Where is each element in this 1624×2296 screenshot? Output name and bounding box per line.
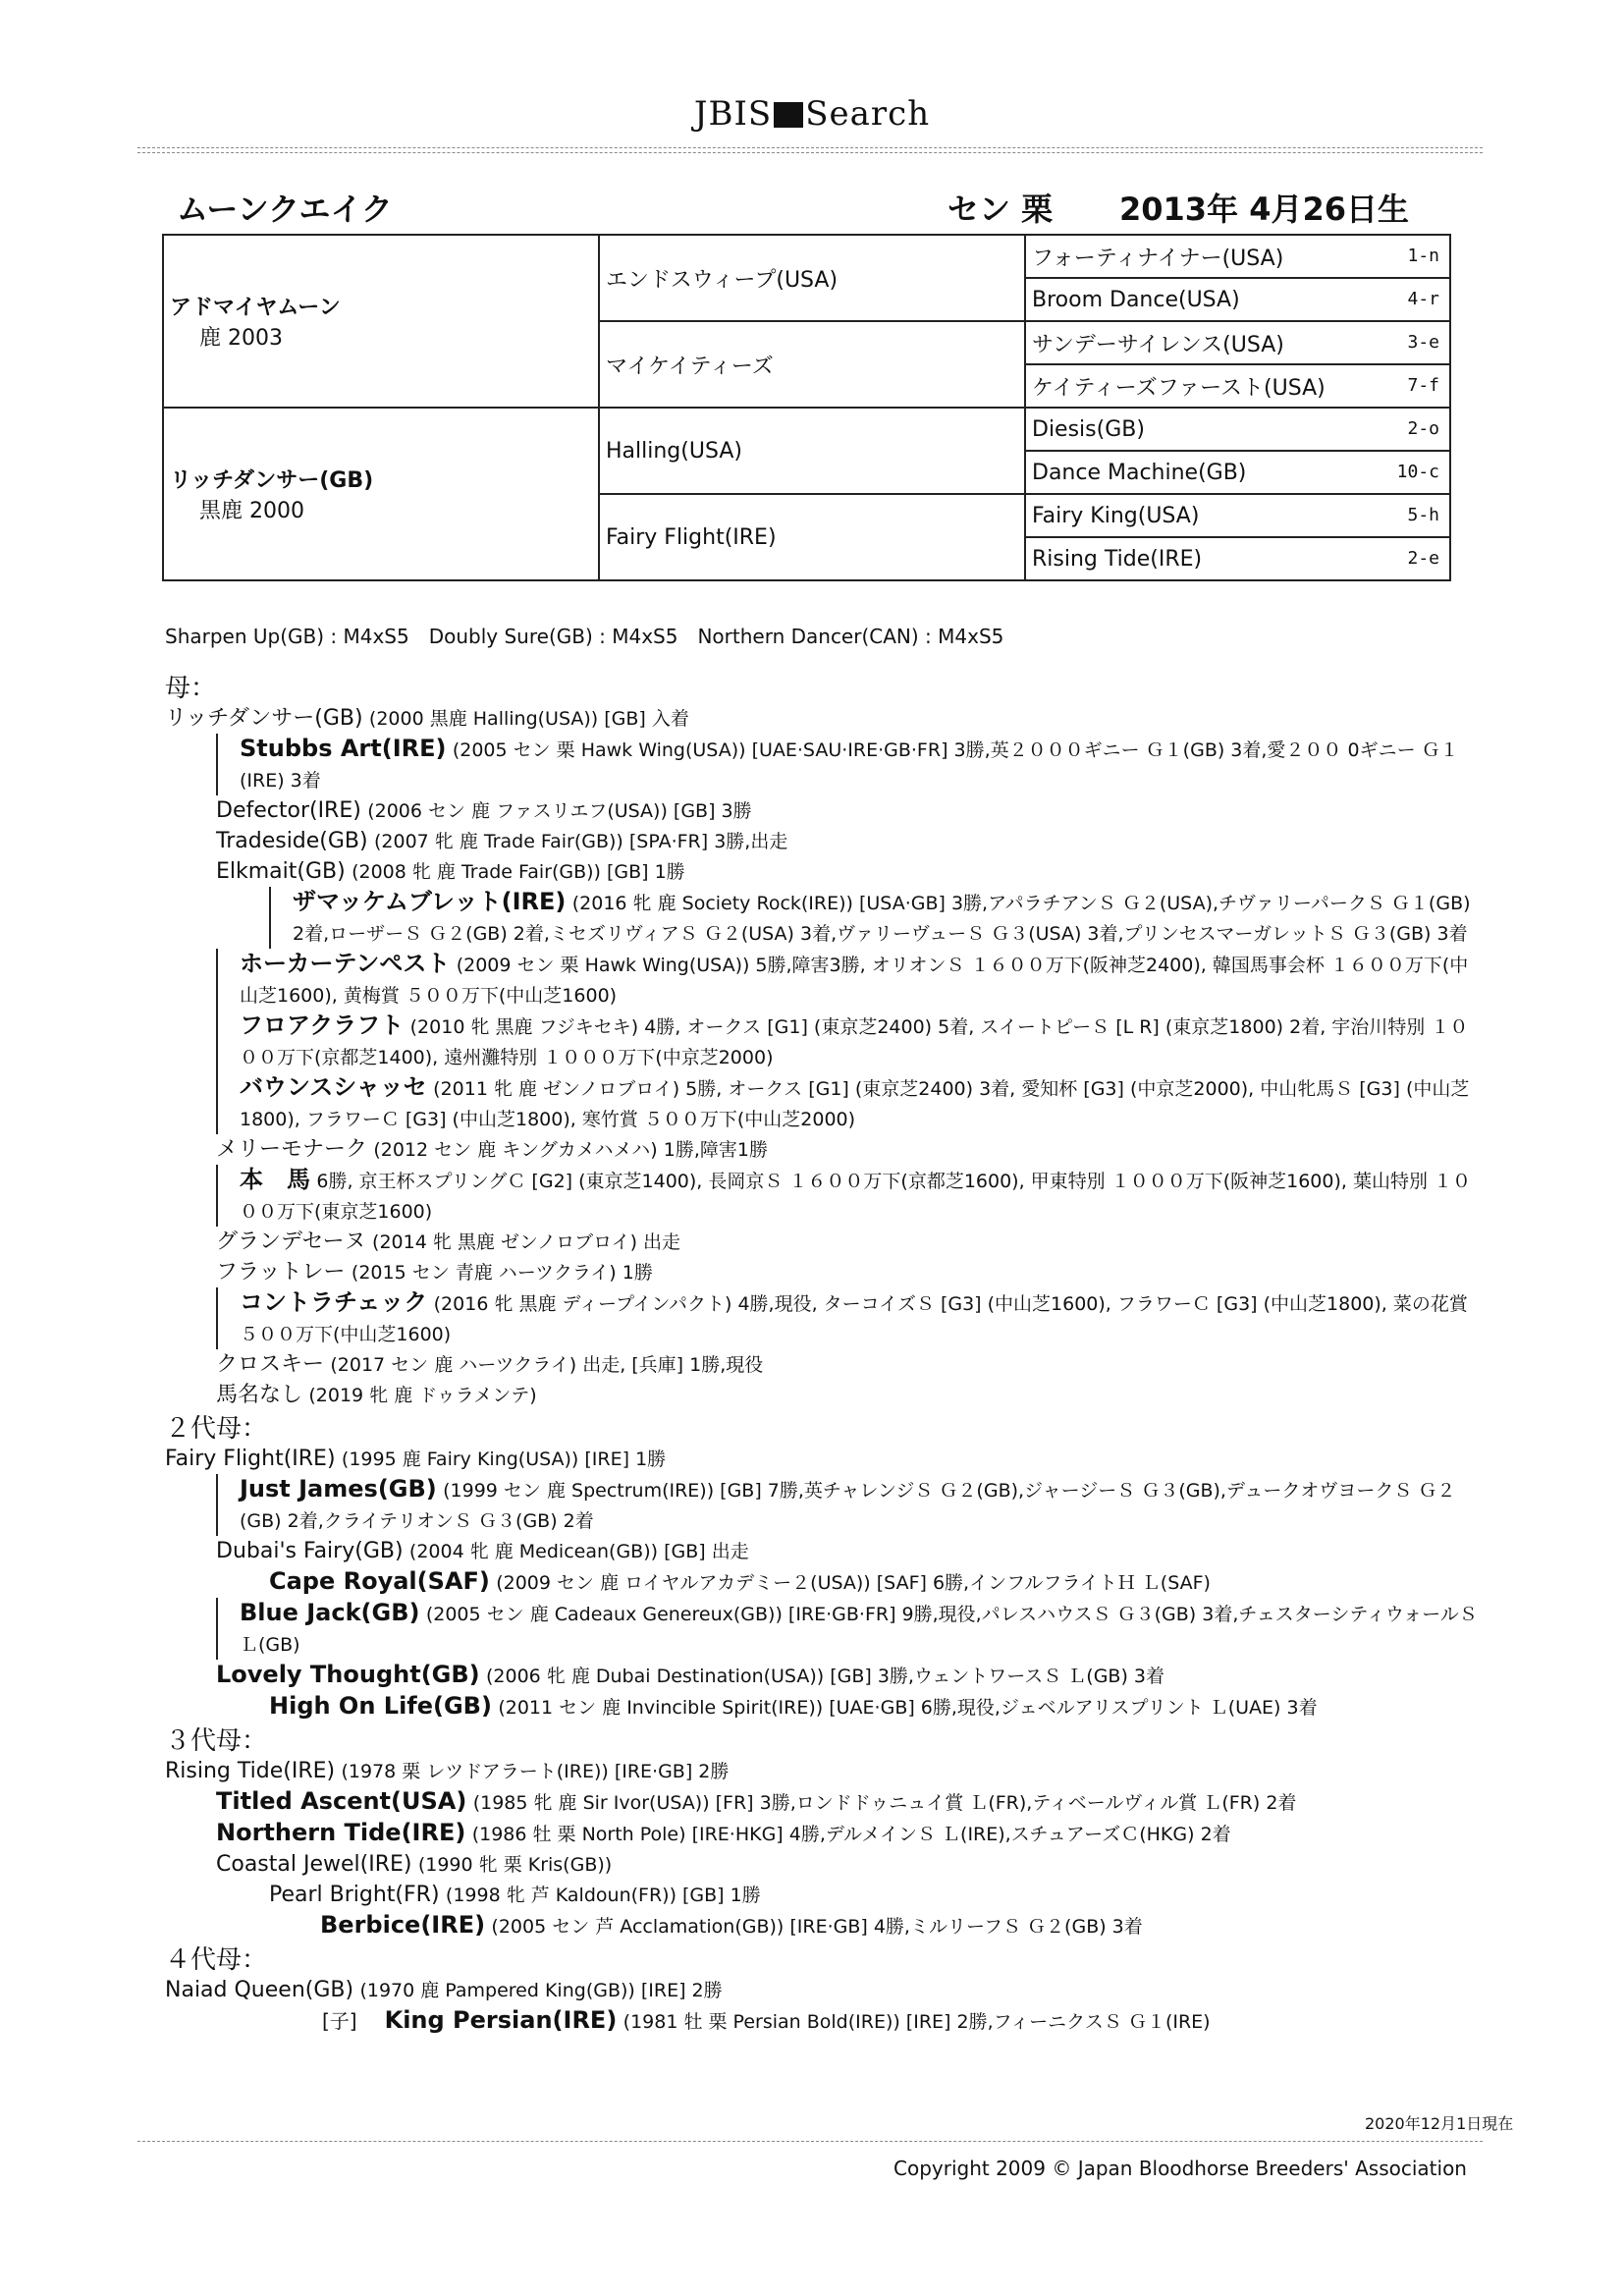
family-number: 5-h [1407, 505, 1439, 525]
family-entry [216, 1227, 1481, 1257]
horse-name: ムーンクエイク [177, 191, 393, 228]
horse-entry-detail: (2012 セン 鹿 キングカメハメハ) 1勝,障害1勝 [373, 1139, 768, 1161]
offspring-tag: [子] [322, 2009, 357, 2033]
horse-entry-name: Titled Ascent(USA) [216, 1787, 467, 1815]
horse-entry-detail: (2016 牝 鹿 Society Rock(IRE)) [USA·GB] 3勝,アパラチアンＳ Ｇ２(USA),チヴァリーパークＳ Ｇ１(GB) 2着,ローザーＳ Ｇ２(GB) 2着,ミセズリヴィアＳ Ｇ２(USA) 3着,ヴァリーヴューＳ Ｇ３(USA) 3着,プリンセスマーガレットＳ Ｇ３(GB) 3着 [293, 893, 1471, 945]
pedigree-table [162, 234, 1451, 581]
horse-entry-name: Cape Royal(SAF) [269, 1567, 490, 1595]
family-entry [216, 1849, 1481, 1880]
family-entry [216, 949, 1481, 1011]
horse-entry-name: 本 馬 [240, 1166, 310, 1193]
horse-entry-name: Pearl Bright(FR) [269, 1883, 440, 1907]
pedigree-gen3-cell [1025, 408, 1450, 451]
horse-entry-name: Tradeside(GB) [216, 829, 368, 853]
horse-entry-name: High On Life(GB) [269, 1692, 492, 1720]
family-entry [320, 1910, 1481, 1941]
ancestor-name: フォーティナイナー(USA) [1032, 246, 1284, 271]
horse-entry-detail: (2006 セン 鹿 ファスリエフ(USA)) [GB] 3勝 [367, 800, 752, 822]
horse-entry-detail: (1995 鹿 Fairy King(USA)) [IRE] 1勝 [341, 1449, 667, 1470]
horse-entry-name: フラットレー [216, 1260, 346, 1285]
family-number: 3-e [1407, 332, 1439, 353]
horse-entry-detail: (2011 セン 鹿 Invincible Spirit(IRE)) [UAE·GB] 6勝,現役,ジェベルアリスプリント Ｌ(UAE) 3着 [498, 1697, 1318, 1719]
horse-entry-name: Defector(IRE) [216, 798, 361, 823]
family-number: 1-n [1407, 246, 1439, 266]
footer-divider [137, 2141, 1483, 2142]
section-heading: 母： [165, 674, 217, 703]
horse-entry-name: フロアクラフト [240, 1011, 405, 1039]
family-entry [322, 2005, 1481, 2037]
horse-entry-detail: (1990 牝 栗 Kris(GB)) [417, 1854, 613, 1876]
family-entry [216, 1349, 1481, 1380]
logo-text-jbis: JBIS [693, 94, 773, 134]
horse-entry-name: Naiad Queen(GB) [165, 1978, 354, 2002]
horse-entry-detail: 6勝, 京王杯スプリングＣ [G2] (東京芝1400), 長岡京Ｓ １６００万下(京都芝1600), 甲東特別 １０００万下(阪神芝1600), 葉山特別 １０００万下(東京芝1600) [240, 1171, 1471, 1223]
birth-date: 2013年 4月26日生 [1119, 191, 1410, 228]
horse-entry-name: グランデセーヌ [216, 1230, 366, 1254]
family-entry [269, 1880, 1481, 1910]
horse-entry-detail: (2005 セン 鹿 Cadeaux Genereux(GB)) [IRE·GB·FR] 9勝,現役,パレスハウスＳ Ｇ３(GB) 3着,チェスターシティウォールＳ Ｌ(GB) [240, 1604, 1478, 1656]
horse-entry-name: Blue Jack(GB) [240, 1599, 420, 1626]
pedigree-gen3-cell [1025, 364, 1450, 408]
dam-info: 黒鹿 2000 [199, 499, 304, 523]
family-entry [216, 1818, 1481, 1849]
horse-entry-name: Elkmait(GB) [216, 859, 346, 884]
family-entry [165, 1756, 1481, 1786]
ancestor-name: Fairy King(USA) [1032, 503, 1200, 528]
family-entry [216, 795, 1481, 826]
horse-entry-detail: (2004 牝 鹿 Medicean(GB)) [GB] 出走 [408, 1541, 749, 1562]
pedigree-sire [163, 235, 599, 408]
horse-entry-detail: (1978 栗 レツドアラート(IRE)) [IRE·GB] 2勝 [341, 1761, 730, 1782]
logo-horse-icon [774, 102, 803, 128]
horse-entry-detail: (2005 セン 栗 Hawk Wing(USA)) [UAE·SAU·IRE·GB·FR] 3勝,英２０００ギニー Ｇ１(GB) 3着,愛２００ 0ギニー Ｇ１(IRE) 3着 [240, 739, 1459, 792]
horse-entry-detail: (2019 牝 鹿 ドゥラメンテ) [308, 1385, 537, 1406]
section-heading: ２代母： [165, 1414, 268, 1444]
horse-entry-detail: (2007 牝 鹿 Trade Fair(GB)) [SPA·FR] 3勝,出走 [373, 831, 788, 852]
family-entry [216, 1380, 1481, 1410]
pedigree-dam-sire: Halling(USA) [599, 408, 1025, 494]
family-entry [216, 1257, 1481, 1287]
family-entry [216, 1287, 1481, 1349]
family-entry [216, 1474, 1481, 1536]
family-entry [216, 1072, 1481, 1134]
pedigree-gen3-cell [1025, 235, 1450, 278]
horse-entry-name: リッチダンサー(GB) [165, 706, 363, 731]
horse-entry-detail: (1998 牝 芦 Kaldoun(FR)) [GB] 1勝 [445, 1885, 761, 1906]
family-entry [269, 1691, 1481, 1722]
family-entry [216, 1598, 1481, 1660]
horse-entry-name: Coastal Jewel(IRE) [216, 1852, 412, 1877]
family-entry [216, 1134, 1481, 1165]
pedigree-gen3-cell [1025, 451, 1450, 494]
inbreeding-summary: Sharpen Up(GB) : M4xS5 Doubly Sure(GB) : M4xS5 Northern Dancer(CAN) : M4xS5 [165, 625, 1004, 648]
horse-entry-detail: (2011 牝 鹿 ゼンノロブロイ) 5勝, オークス [G1] (東京芝2400) 3着, 愛知杯 [G3] (中京芝2000), 中山牝馬Ｓ [G3] (中山芝1800), フラワーＣ [G3] (中山芝1800), 寒竹賞 ５００万下(中山芝2000) [240, 1078, 1470, 1130]
horse-entry-name: クロスキー [216, 1352, 325, 1377]
family-number: 2-e [1407, 548, 1439, 569]
horse-entry-detail: (1970 鹿 Pampered King(GB)) [IRE] 2勝 [359, 1980, 723, 2001]
header-divider [137, 147, 1483, 148]
horse-entry-name: Dubai's Fairy(GB) [216, 1539, 404, 1563]
horse-entry-detail: (2015 セン 青鹿 ハーツクライ) 1勝 [351, 1262, 653, 1284]
pedigree-gen3-cell [1025, 278, 1450, 321]
family-entry [165, 703, 1481, 734]
ancestor-name: Rising Tide(IRE) [1032, 546, 1203, 572]
family-lines [165, 670, 1481, 2037]
family-entry [165, 1975, 1481, 2005]
family-entry [216, 734, 1481, 795]
dam-name: リッチダンサー(GB) [170, 468, 374, 493]
ancestor-name: Broom Dance(USA) [1032, 287, 1240, 312]
sire-info: 鹿 2003 [199, 326, 283, 351]
family-entry [216, 826, 1481, 856]
jbis-search-logo [0, 94, 1624, 134]
pedigree-sire-sire: エンドスウィープ(USA) [599, 235, 1025, 321]
horse-entry-detail: (1999 セン 鹿 Spectrum(IRE)) [GB] 7勝,英チャレンジＳ Ｇ２(GB),ジャージーＳ Ｇ３(GB),デュークオヴヨークＳ Ｇ２(GB) 2着,クライテリオンＳ Ｇ３(GB) 2着 [240, 1480, 1456, 1532]
pedigree-dam-dam: Fairy Flight(IRE) [599, 494, 1025, 580]
horse-entry-name: Stubbs Art(IRE) [240, 735, 447, 762]
horse-entry-detail: (2016 牝 黒鹿 ディープインパクト) 4勝,現役, ターコイズＳ [G3] (中山芝1600), フラワーＣ [G3] (中山芝1800), 菜の花賞 ５００万下(中山芝1600) [240, 1293, 1468, 1345]
horse-entry-name: ホーカーテンペスト [240, 950, 451, 977]
horse-entry-detail: (1981 牡 栗 Persian Bold(IRE)) [IRE] 2勝,フィーニクスＳ Ｇ１(IRE) [623, 2011, 1211, 2033]
sire-name: アドマイヤムーン [170, 296, 341, 320]
pedigree-gen3-cell [1025, 537, 1450, 580]
section-heading: ４代母： [165, 1945, 268, 1975]
family-entry [269, 887, 1481, 949]
ancestor-name: Diesis(GB) [1032, 416, 1145, 442]
horse-entry-detail: (2008 牝 鹿 Trade Fair(GB)) [GB] 1勝 [352, 861, 685, 883]
horse-title-row [162, 185, 1438, 228]
pedigree-gen3-cell [1025, 494, 1450, 537]
ancestor-name: サンデーサイレンス(USA) [1032, 332, 1284, 357]
pedigree-gen3-cell [1025, 321, 1450, 364]
ancestor-name: ケイティーズファースト(USA) [1032, 375, 1326, 401]
horse-entry-detail: (1986 牡 栗 North Pole) [IRE·HKG] 4勝,デルメインＳ Ｌ(IRE),スチュアーズＣ(HKG) 2着 [471, 1824, 1231, 1845]
family-number: 10-c [1396, 462, 1439, 482]
horse-entry-name: ザマッケムブレット(IRE) [293, 888, 567, 915]
pedigree-sire-dam: マイケイティーズ [599, 321, 1025, 408]
family-number: 7-f [1407, 375, 1439, 396]
as-of-date: 2020年12月1日現在 [1365, 2114, 1514, 2133]
horse-entry-detail: (2009 セン 栗 Hawk Wing(USA)) 5勝,障害3勝, オリオンＳ １６００万下(阪神芝2400), 韓国馬事会杯 １６００万下(中山芝1600), 黄梅賞 ５００万下(中山芝1600) [240, 955, 1469, 1007]
family-number: 4-r [1407, 289, 1439, 309]
horse-entry-name: 馬名なし [216, 1383, 303, 1407]
pedigree-dam [163, 408, 599, 580]
logo-text-search: Search [805, 94, 931, 134]
family-entry [269, 1566, 1481, 1598]
family-entry [216, 1660, 1481, 1691]
horse-entry-name: King Persian(IRE) [384, 2006, 618, 2034]
horse-entry-detail: (2000 黒鹿 Halling(USA)) [GB] 入着 [368, 708, 689, 730]
horse-entry-detail: (2017 セン 鹿 ハーツクライ) 出走, [兵庫] 1勝,現役 [330, 1354, 764, 1376]
section-heading: ３代母： [165, 1726, 268, 1756]
family-entry [165, 1444, 1481, 1474]
horse-entry-detail: (2009 セン 鹿 ロイヤルアカデミー２(USA)) [SAF] 6勝,インフルフライトＨ Ｌ(SAF) [496, 1572, 1211, 1594]
horse-entry-name: Just James(GB) [240, 1475, 437, 1503]
horse-entry-name: Berbice(IRE) [320, 1911, 486, 1939]
horse-entry-name: Northern Tide(IRE) [216, 1819, 466, 1846]
copyright: Copyright 2009 © Japan Bloodhorse Breeders' Association [893, 2157, 1467, 2180]
sex-color: セン 栗 [947, 191, 1054, 228]
family-entry [216, 856, 1481, 887]
horse-entry-name: メリーモナーク [216, 1137, 368, 1162]
horse-entry-name: Lovely Thought(GB) [216, 1661, 480, 1688]
family-entry [216, 1165, 1481, 1227]
horse-entry-detail: (2014 牝 黒鹿 ゼンノロブロイ) 出走 [372, 1231, 681, 1253]
horse-entry-detail: (2010 牝 黒鹿 フジキセキ) 4勝, オークス [G1] (東京芝2400) 5着, スイートピーＳ [L R] (東京芝1800) 2着, 宇治川特別 １０００万下(京都芝1400), 遠州灘特別 １０００万下(中京芝2000) [240, 1016, 1469, 1068]
family-entry [216, 1011, 1481, 1072]
family-entry [216, 1786, 1481, 1818]
ancestor-name: Dance Machine(GB) [1032, 460, 1247, 485]
horse-entry-detail: (2006 牝 鹿 Dubai Destination(USA)) [GB] 3勝,ウェントワースＳ Ｌ(GB) 3着 [486, 1666, 1164, 1687]
horse-entry-name: Rising Tide(IRE) [165, 1759, 336, 1783]
horse-entry-name: コントラチェック [240, 1288, 428, 1316]
header-divider-2 [137, 152, 1483, 153]
family-number: 2-o [1407, 418, 1439, 439]
horse-entry-name: バウンスシャッセ [240, 1073, 427, 1101]
family-entry [216, 1536, 1481, 1566]
horse-entry-name: Fairy Flight(IRE) [165, 1447, 336, 1471]
horse-entry-detail: (1985 牝 鹿 Sir Ivor(USA)) [FR] 3勝,ロンドドゥニュイ賞 Ｌ(FR),ティベールヴィル賞 Ｌ(FR) 2着 [472, 1792, 1297, 1814]
horse-entry-detail: (2005 セン 芦 Acclamation(GB)) [IRE·GB] 4勝,ミルリーフＳ Ｇ２(GB) 3着 [491, 1916, 1143, 1938]
